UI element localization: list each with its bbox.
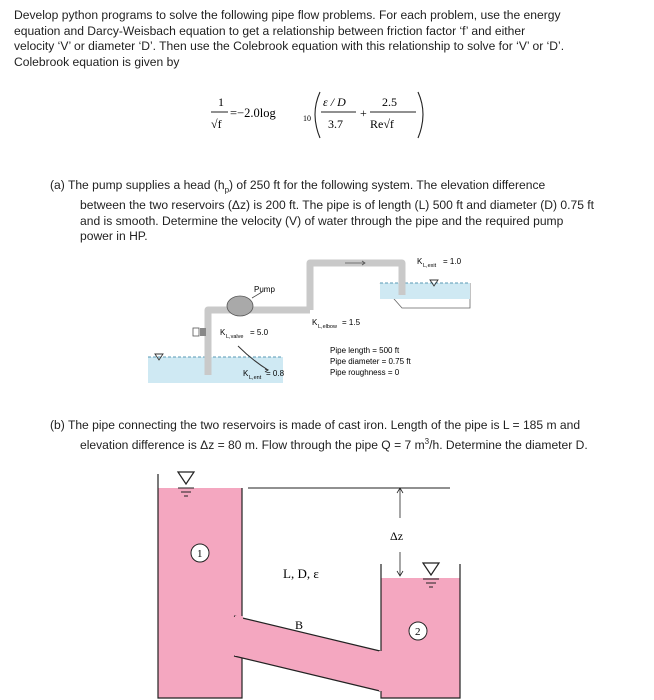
lower-reservoir-water — [148, 357, 283, 383]
tank-1-number: 1 — [197, 548, 203, 560]
eq-term2-denominator: Re√f — [370, 117, 394, 131]
part-a-line-2: between the two reservoirs (Δz) is 200 ft. The pipe is of length (L) 500 ft and diameter (D) 0.75 ft — [80, 198, 595, 212]
pipe-properties-label: L, D, ε — [283, 566, 319, 581]
pipe-water — [234, 616, 380, 691]
k-elbow-value: = 1.5 — [342, 318, 361, 327]
k-ent-value: = 0.8 — [266, 369, 285, 378]
eq-lhs-denominator: √f — [211, 117, 222, 131]
k-valve: K — [220, 328, 226, 337]
eq-log-base: 10 — [303, 114, 311, 123]
eq-plus: + — [360, 106, 367, 120]
k-exit-value: = 1.0 — [443, 257, 462, 266]
water-level-icon — [423, 563, 439, 575]
spec-roughness: Pipe roughness = 0 — [330, 368, 400, 377]
intro-paragraph — [14, 8, 644, 70]
k-valve-value: = 5.0 — [250, 328, 269, 337]
eq-coefficient: =−2.0log — [230, 106, 276, 120]
part-a-text — [50, 178, 640, 245]
part-a-label: (a) — [50, 178, 65, 192]
part-a-line-4: power in HP. — [80, 229, 148, 244]
tank-2-number: 2 — [415, 626, 421, 638]
delta-z-label: Δz — [390, 529, 404, 543]
part-b-line-2a: elevation difference is Δz = 80 m. Flow through the pipe Q = 7 m — [80, 437, 425, 452]
intro-line-3: velocity ‘V’ or diameter ‘D’. Then use the Colebrook equation with this relationship to solve for ‘V’ or ‘D’. — [14, 39, 565, 54]
spec-length: Pipe length = 500 ft — [330, 346, 400, 355]
intro-line-2: equation and Darcy-Weisbach equation to get a relationship between friction factor ‘f’ and either — [14, 23, 526, 38]
tank-1-water — [158, 488, 242, 698]
part-a-line-1: The pump supplies a head (h — [67, 178, 225, 192]
part-b-sup: 3 — [424, 436, 430, 446]
part-b-label: (b) — [50, 418, 65, 432]
k-valve-sub: L,valve — [226, 334, 244, 340]
part-b-text — [50, 418, 640, 453]
part-b-line-2b: /h. Determine the diameter D. — [429, 437, 588, 452]
pump-label: Pump — [254, 285, 275, 294]
point-b-label: B — [295, 618, 304, 632]
pump-system-figure — [140, 250, 480, 390]
part-b-line-1: The pipe connecting the two reservoirs is made of cast iron. Length of the pipe is L = 185 m and — [67, 418, 581, 432]
eq-lhs-numerator: 1 — [218, 95, 224, 109]
valve-icon — [200, 328, 206, 336]
upper-reservoir-water — [380, 283, 470, 299]
eq-term1-numerator: ε / D — [323, 95, 346, 109]
k-elbow: K — [312, 318, 318, 327]
k-elbow-sub: L,elbow — [318, 324, 337, 330]
water-level-icon — [178, 472, 194, 484]
k-exit-sub: L,exit — [423, 263, 437, 269]
part-a-line-1b: ) of 250 ft for the following system. The elevation difference — [229, 178, 546, 192]
reservoir-pipe-figure — [150, 466, 480, 700]
intro-line-1: Develop python programs to solve the following pipe flow problems. For each problem, use the energy — [14, 8, 561, 22]
eq-term1-denominator: 3.7 — [328, 117, 343, 131]
part-a-line-3: and is smooth. Determine the velocity (V) of water through the pipe and the required pump — [80, 213, 564, 228]
k-exit: K — [417, 257, 423, 266]
part-a-sub: p — [224, 185, 230, 195]
k-ent: K — [243, 369, 249, 378]
pump-icon — [227, 296, 253, 316]
eq-term2-numerator: 2.5 — [382, 95, 397, 109]
intro-line-4: Colebrook equation is given by — [14, 54, 180, 69]
colebrook-equation — [210, 88, 440, 144]
spec-diameter: Pipe diameter = 0.75 ft — [330, 357, 411, 366]
k-ent-sub: L,ent — [249, 375, 262, 381]
